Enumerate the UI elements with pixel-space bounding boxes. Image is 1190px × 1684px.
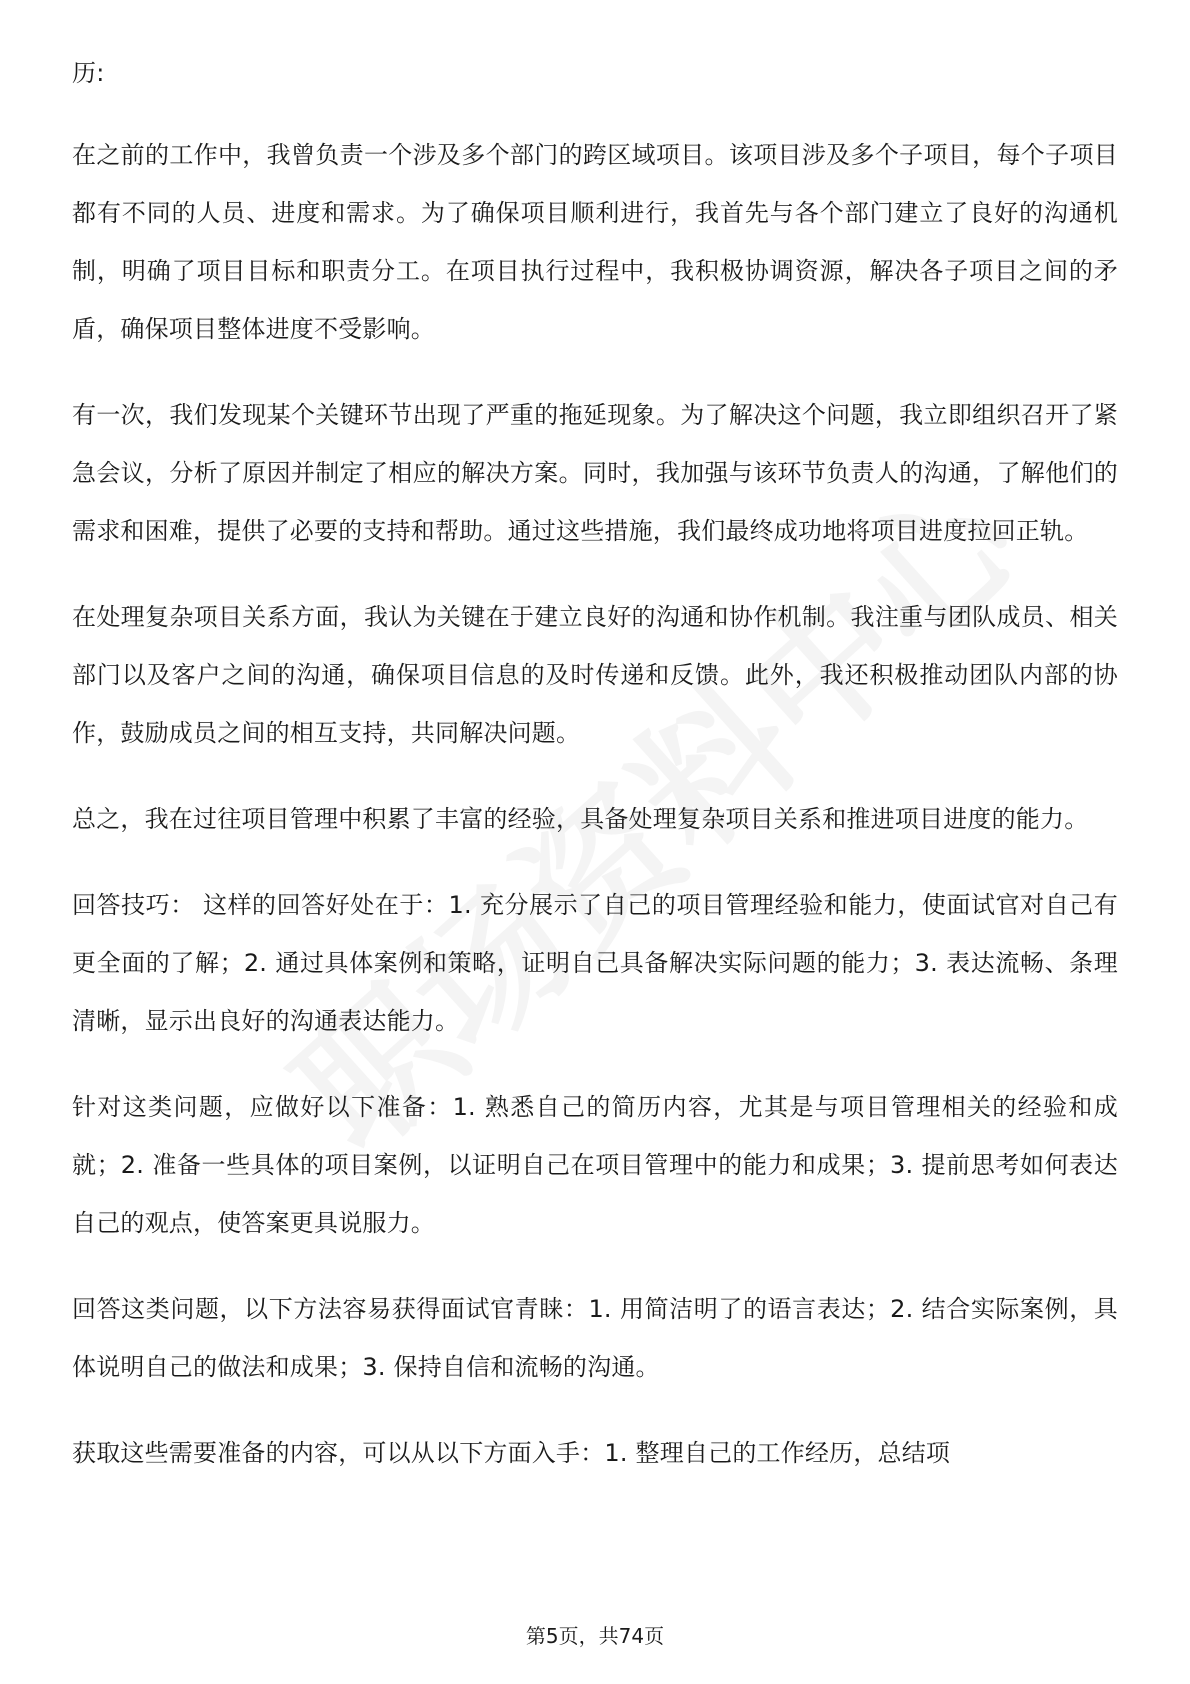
paragraph-sources: 获取这些需要准备的内容，可以从以下方面入手：1. 整理自己的工作经历，总结项 xyxy=(72,1439,951,1467)
paragraph-delay-case: 有一次，我们发现某个关键环节出现了严重的拖延现象。为了解决这个问题，我立即组织召开了紧急会议，分析了原因并制定了相应的解决方案。同时，我加强与该环节负责人的沟通，了解他们的需求和困难，提供了必要的支持和帮助。通过这些措施，我们最终成功地将项目进度拉回正轨。 xyxy=(72,401,1118,545)
paragraph-methods: 回答这类问题，以下方法容易获得面试官青睐：1. 用简洁明了的语言表达；2. 结合实际案例，具体说明自己的做法和成果；3. 保持自信和流畅的沟通。 xyxy=(72,1295,1118,1381)
paragraph-preparation: 针对这类问题，应做好以下准备：1. 熟悉自己的简历内容，尤其是与项目管理相关的经验和成就；2. 准备一些具体的项目案例，以证明自己在项目管理中的能力和成果；3. 提前思考如何表达自己的观点，使答案更具说服力。 xyxy=(72,1093,1118,1237)
paragraph-summary: 总之，我在过往项目管理中积累了丰富的经验，具备处理复杂项目关系和推进项目进度的能力。 xyxy=(72,805,1089,833)
paragraph-relationship-handling: 在处理复杂项目关系方面，我认为关键在于建立良好的沟通和协作机制。我注重与团队成员、相关部门以及客户之间的沟通，确保项目信息的及时传递和反馈。此外，我还积极推动团队内部的协作，鼓励成员之间的相互支持，共同解决问题。 xyxy=(72,603,1118,747)
paragraph-heading-fragment: 历: xyxy=(72,59,105,87)
paragraph-project-experience: 在之前的工作中，我曾负责一个涉及多个部门的跨区域项目。该项目涉及多个子项目，每个子项目都有不同的人员、进度和需求。为了确保项目顺利进行，我首先与各个部门建立了良好的沟通机制，明确了项目目标和职责分工。在项目执行过程中，我积极协调资源，解决各子项目之间的矛盾，确保项目整体进度不受影响。 xyxy=(72,141,1118,343)
document-body xyxy=(72,44,1118,1510)
page-number: 第5页，共74页 xyxy=(525,1624,665,1648)
paragraph-answer-tips: 回答技巧： 这样的回答好处在于：1. 充分展示了自己的项目管理经验和能力，使面试官对自己有更全面的了解；2. 通过具体案例和策略，证明自己具备解决实际问题的能力；3. 表达流畅、条理清晰，显示出良好的沟通表达能力。 xyxy=(72,891,1118,1035)
